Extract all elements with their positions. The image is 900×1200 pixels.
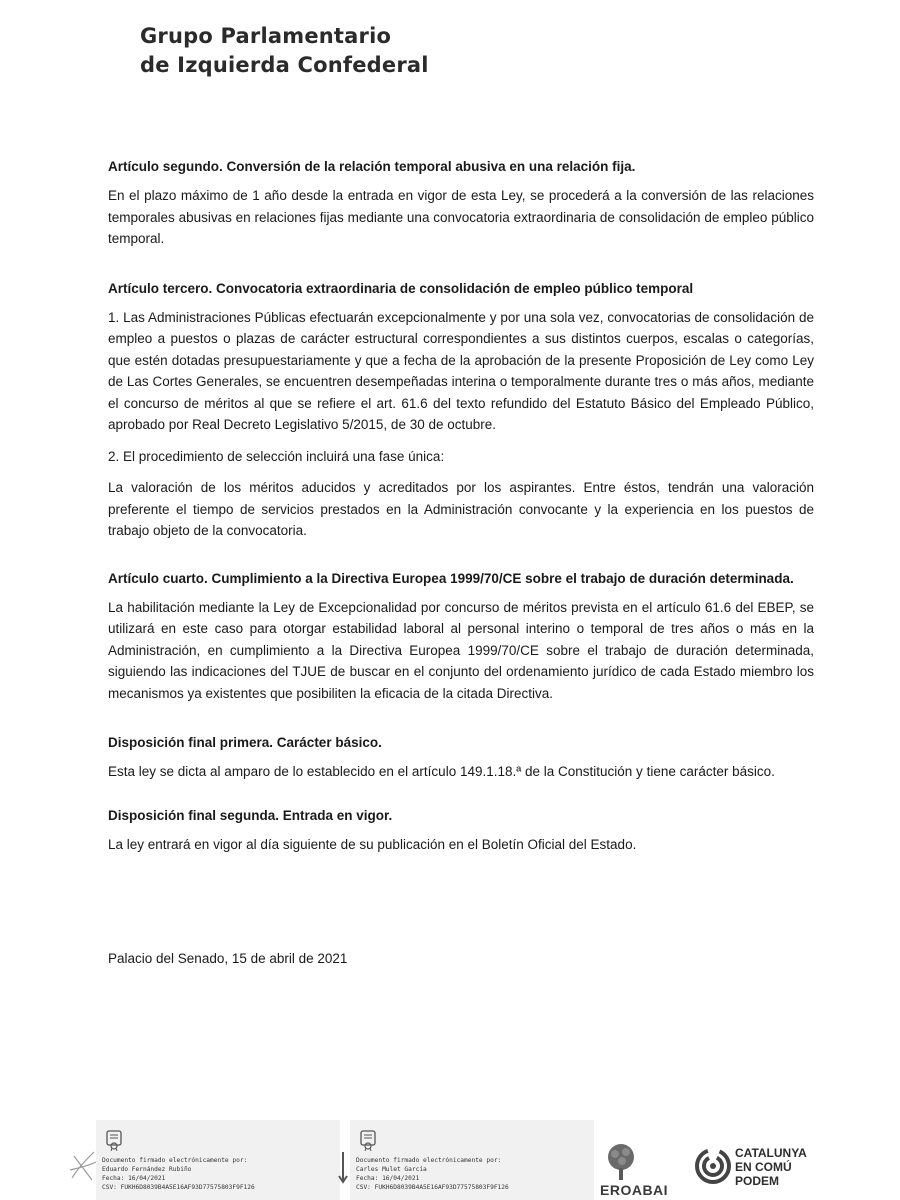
- logo-line-1: CATALUNYA: [735, 1146, 807, 1160]
- paragraph: 1. Las Administraciones Públicas efectuarán excepcionalmente y por una sola vez, convocatorias de consolidación de empleo a puestos o plazas de carácter estructural correspondientes a sus distintos cuerpos, escalas o categorías, que estén dotadas presupuestariamente y que a fecha de la aprobación de la presente Proposición de Ley como Ley de Las Cortes Generales, se encuentren desempeñadas interina o temporalmente durante tres o más años, mediante el concurso de méritos al que se refiere el art. 61.6 del texto refundido del Estatuto Básico del Empleado Público, aprobado por Real Decreto Legislativo 5/2015, de 30 de octubre.: [108, 309, 814, 432]
- signature-csv: CSV: FUKH6D8039B4A5E16AF93D77575803F9F126: [356, 1184, 509, 1191]
- document-body: [108, 158, 814, 879]
- signature-date: Fecha: 16/04/2021: [356, 1175, 420, 1182]
- signer-name: Eduardo Fernández Rubiño: [102, 1166, 192, 1173]
- catalunya-en-comu-podem-logo: [695, 1142, 845, 1200]
- section-disposicion-primera: [108, 734, 814, 783]
- signature-mark-icon: [68, 1148, 98, 1184]
- signature-stamp-1: [96, 1120, 340, 1200]
- paragraph: La valoración de los méritos aducidos y acreditados por los aspirantes. Entre éstos, tendrán una valoración preferente el tiempo de servicios prestados en la Administración convocante y la experiencia en los puestos de trabajo objeto de la convocatoria.: [108, 480, 814, 538]
- section-disposicion-segunda: [108, 807, 814, 856]
- signature-footer: [0, 1112, 900, 1200]
- logo-line-3: PODEM: [735, 1174, 780, 1188]
- section-title: Artículo cuarto. Cumplimiento a la Directiva Europea 1999/70/CE sobre el trabajo de duración determinada.: [108, 570, 794, 586]
- section-articulo-segundo: [108, 158, 814, 250]
- section-title: Artículo tercero. Convocatoria extraordinaria de consolidación de empleo público temporal: [108, 280, 694, 296]
- tree-icon: [604, 1142, 638, 1182]
- signature-stamp-2: [350, 1120, 594, 1200]
- closing-place-date: Palacio del Senado, 15 de abril de 2021: [108, 951, 348, 966]
- signer-name: Carles Mulet García: [356, 1166, 427, 1173]
- signature-mark-icon: [336, 1150, 350, 1184]
- certificate-icon: [360, 1130, 376, 1152]
- paragraph: Esta ley se dicta al amparo de lo establecido en el artículo 149.1.18.ª de la Constitución y tiene carácter básico.: [108, 764, 775, 779]
- signature-csv: CSV: FUKH6D8039B4A5E16AF93D77575803F9F126: [102, 1184, 255, 1191]
- paragraph: La ley entrará en vigor al día siguiente de su publicación en el Boletín Oficial del Estado.: [108, 836, 637, 852]
- section-title: Disposición final segunda. Entrada en vigor.: [108, 807, 393, 823]
- document-header: [140, 22, 429, 80]
- geroa-bai-wordmark: EROABAI: [600, 1182, 669, 1198]
- paragraph: 2. El procedimiento de selección incluirá una fase única:: [108, 448, 445, 464]
- section-title: Disposición final primera. Carácter básico.: [108, 735, 382, 750]
- signature-date: Fecha: 16/04/2021: [102, 1175, 166, 1182]
- paragraph: La habilitación mediante la Ley de Excepcionalidad por concurso de méritos prevista en el artículo 61.6 del EBEP, se utilizará en este caso para otorgar estabilidad laboral al personal interino o temporal de tres años o más en la Administración, en cumplimiento a la Directiva Europea 1999/70/CE sobre el trabajo de duración determinada, siguiendo las indicaciones del TJUE de buscar en el conjunto del ordenamiento jurídico de cada Estado miembro los mecanismos ya existentes que posibiliten la eficacia de la citada Directiva.: [108, 599, 814, 701]
- geroa-bai-logo: [600, 1142, 670, 1200]
- paragraph: En el plazo máximo de 1 año desde la entrada en vigor de esta Ley, se procederá a la conversión de las relaciones temporales abusivas en relaciones fijas mediante una convocatoria extraordinaria de consolidación de empleo público temporal.: [108, 188, 814, 246]
- section-title: Artículo segundo. Conversión de la relación temporal abusiva en una relación fija.: [108, 159, 636, 174]
- certificate-icon: [106, 1130, 122, 1152]
- header-line-2: de Izquierda Confederal: [140, 53, 429, 77]
- spiral-icon: [695, 1148, 731, 1184]
- section-articulo-tercero: [108, 280, 814, 542]
- header-line-1: Grupo Parlamentario: [140, 24, 392, 48]
- signature-label: Documento firmado electrónicamente por:: [102, 1157, 248, 1164]
- signature-label: Documento firmado electrónicamente por:: [356, 1157, 502, 1164]
- logo-line-2: EN COMÚ: [735, 1160, 792, 1174]
- section-articulo-cuarto: [108, 570, 814, 705]
